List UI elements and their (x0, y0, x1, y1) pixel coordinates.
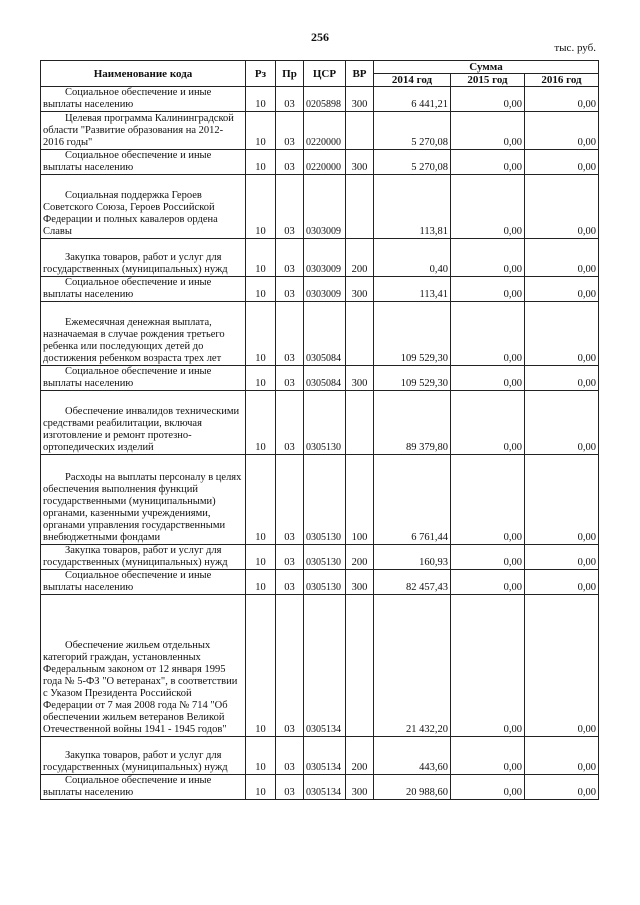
row-name (41, 239, 246, 277)
row-rz: 10 (246, 545, 276, 570)
row-amount-2015: 0,00 (451, 737, 525, 775)
row-amount-2015: 0,00 (451, 87, 525, 112)
page-number: 256 (311, 30, 329, 44)
row-amount-2016: 0,00 (525, 595, 599, 737)
row-name-text: Закупка товаров, работ и услуг для государственных (муниципальных) нужд (43, 750, 228, 773)
row-vr: 300 (346, 150, 374, 175)
row-amount-2015: 0,00 (451, 366, 525, 391)
row-pr: 03 (276, 150, 304, 175)
table-row (41, 239, 599, 277)
table-row (41, 366, 599, 391)
row-name (41, 595, 246, 737)
row-pr: 03 (276, 595, 304, 737)
header-name: Наименование кода (41, 61, 246, 87)
row-rz: 10 (246, 595, 276, 737)
row-amount-2016: 0,00 (525, 277, 599, 302)
row-csr: 0305134 (304, 775, 346, 800)
row-name-text: Закупка товаров, работ и услуг для государственных (муниципальных) нужд (43, 545, 228, 568)
table-row (41, 87, 599, 112)
row-name (41, 175, 246, 239)
row-amount-2014: 82 457,43 (374, 570, 451, 595)
row-pr: 03 (276, 366, 304, 391)
row-pr: 03 (276, 87, 304, 112)
row-amount-2014: 89 379,80 (374, 391, 451, 455)
row-amount-2015: 0,00 (451, 150, 525, 175)
row-amount-2016: 0,00 (525, 737, 599, 775)
row-amount-2015: 0,00 (451, 391, 525, 455)
row-amount-2014: 160,93 (374, 545, 451, 570)
row-amount-2015: 0,00 (451, 570, 525, 595)
row-amount-2016: 0,00 (525, 112, 599, 150)
row-name-text: Обеспечение инвалидов техническими средствами реабилитации, включая изготовление и ремонт протезно-ортопедических изделий (43, 406, 240, 453)
row-rz: 10 (246, 775, 276, 800)
row-name (41, 150, 246, 175)
row-amount-2014: 21 432,20 (374, 595, 451, 737)
row-pr: 03 (276, 545, 304, 570)
header-2015: 2015 год (451, 74, 525, 87)
table-row (41, 570, 599, 595)
row-csr: 0220000 (304, 150, 346, 175)
row-csr: 0305130 (304, 391, 346, 455)
header-sum: Сумма (374, 61, 599, 74)
row-name-text: Ежемесячная денежная выплата, назначаемая в случае рождения третьего ребенка или последующих детей до достижения ребенком возраста трех лет (43, 317, 225, 364)
row-amount-2014: 109 529,30 (374, 366, 451, 391)
row-name-text: Закупка товаров, работ и услуг для государственных (муниципальных) нужд (43, 252, 228, 275)
row-name (41, 366, 246, 391)
row-vr: 200 (346, 239, 374, 277)
row-amount-2014: 113,41 (374, 277, 451, 302)
row-name-text: Обеспечение жильем отдельных категорий граждан, установленных Федеральным законом от 12 января 1995 года № 5-ФЗ "О ветеранах", в соответствии с Указом Президента Российской Федерации от 7 мая 2008 года № 714 "Об обеспечении жильем ветеранов Великой Отечественной войны 1941 - 1945 годов" (43, 640, 238, 735)
row-name-text: Социальное обеспечение и иные выплаты населению (43, 775, 212, 798)
row-name (41, 570, 246, 595)
row-rz: 10 (246, 277, 276, 302)
table-row (41, 391, 599, 455)
header-2014: 2014 год (374, 74, 451, 87)
row-name (41, 775, 246, 800)
row-pr: 03 (276, 391, 304, 455)
row-pr: 03 (276, 737, 304, 775)
row-csr: 0303009 (304, 277, 346, 302)
header-row (41, 61, 599, 74)
row-amount-2014: 443,60 (374, 737, 451, 775)
row-vr: 200 (346, 545, 374, 570)
row-amount-2015: 0,00 (451, 302, 525, 366)
row-csr: 0305084 (304, 366, 346, 391)
row-amount-2014: 0,40 (374, 239, 451, 277)
row-amount-2015: 0,00 (451, 239, 525, 277)
row-rz: 10 (246, 87, 276, 112)
row-name (41, 87, 246, 112)
row-amount-2016: 0,00 (525, 175, 599, 239)
header-vr: ВР (346, 61, 374, 87)
row-name (41, 277, 246, 302)
row-vr: 300 (346, 277, 374, 302)
row-pr: 03 (276, 175, 304, 239)
table-row (41, 112, 599, 150)
header-pr: Пр (276, 61, 304, 87)
table-row (41, 737, 599, 775)
row-rz: 10 (246, 150, 276, 175)
row-vr: 100 (346, 455, 374, 545)
row-name-text: Социальное обеспечение и иные выплаты населению (43, 366, 212, 389)
table-row (41, 545, 599, 570)
row-rz: 10 (246, 455, 276, 545)
row-csr: 0305134 (304, 595, 346, 737)
header-2016: 2016 год (525, 74, 599, 87)
table-row (41, 302, 599, 366)
row-name (41, 112, 246, 150)
row-name (41, 391, 246, 455)
table-row (41, 277, 599, 302)
row-vr: 300 (346, 366, 374, 391)
row-vr (346, 391, 374, 455)
row-rz: 10 (246, 175, 276, 239)
row-amount-2014: 113,81 (374, 175, 451, 239)
row-vr: 200 (346, 737, 374, 775)
row-vr (346, 595, 374, 737)
row-rz: 10 (246, 737, 276, 775)
table-row (41, 775, 599, 800)
row-csr: 0305084 (304, 302, 346, 366)
row-amount-2016: 0,00 (525, 545, 599, 570)
row-vr (346, 175, 374, 239)
row-amount-2016: 0,00 (525, 570, 599, 595)
row-vr (346, 112, 374, 150)
row-amount-2015: 0,00 (451, 175, 525, 239)
header-rz: Рз (246, 61, 276, 87)
row-csr: 0205898 (304, 87, 346, 112)
row-rz: 10 (246, 112, 276, 150)
row-amount-2015: 0,00 (451, 775, 525, 800)
row-name-text: Социальное обеспечение и иные выплаты населению (43, 570, 212, 593)
row-amount-2015: 0,00 (451, 545, 525, 570)
row-csr: 0303009 (304, 175, 346, 239)
table-row (41, 455, 599, 545)
row-pr: 03 (276, 570, 304, 595)
row-rz: 10 (246, 570, 276, 595)
row-vr: 300 (346, 570, 374, 595)
row-name (41, 455, 246, 545)
row-rz: 10 (246, 391, 276, 455)
units-label: тыс. руб. (554, 42, 596, 54)
row-name (41, 302, 246, 366)
table-row (41, 595, 599, 737)
row-vr: 300 (346, 775, 374, 800)
row-pr: 03 (276, 302, 304, 366)
row-amount-2015: 0,00 (451, 595, 525, 737)
row-csr: 0305130 (304, 455, 346, 545)
header-csr: ЦСР (304, 61, 346, 87)
row-csr: 0303009 (304, 239, 346, 277)
table-row (41, 150, 599, 175)
budget-table (40, 60, 599, 800)
row-amount-2016: 0,00 (525, 87, 599, 112)
row-pr: 03 (276, 277, 304, 302)
row-csr: 0305134 (304, 737, 346, 775)
row-amount-2016: 0,00 (525, 391, 599, 455)
row-amount-2016: 0,00 (525, 150, 599, 175)
row-name (41, 545, 246, 570)
row-amount-2014: 109 529,30 (374, 302, 451, 366)
row-amount-2014: 6 441,21 (374, 87, 451, 112)
row-amount-2016: 0,00 (525, 775, 599, 800)
row-name-text: Социальное обеспечение и иные выплаты населению (43, 87, 212, 110)
row-pr: 03 (276, 239, 304, 277)
row-amount-2016: 0,00 (525, 455, 599, 545)
row-pr: 03 (276, 455, 304, 545)
row-amount-2016: 0,00 (525, 366, 599, 391)
row-rz: 10 (246, 239, 276, 277)
row-name-text: Социальное обеспечение и иные выплаты населению (43, 150, 212, 173)
row-name (41, 737, 246, 775)
row-pr: 03 (276, 112, 304, 150)
row-amount-2015: 0,00 (451, 277, 525, 302)
row-pr: 03 (276, 775, 304, 800)
row-vr: 300 (346, 87, 374, 112)
row-amount-2015: 0,00 (451, 112, 525, 150)
row-vr (346, 302, 374, 366)
row-name-text: Социальное обеспечение и иные выплаты населению (43, 277, 212, 300)
row-amount-2014: 5 270,08 (374, 112, 451, 150)
row-name-text: Расходы на выплаты персоналу в целях обеспечения выполнения функций государственными (муниципальными) органами, казенными учреждениями, органами управления государственными внебюджетными фондами (43, 472, 242, 543)
row-name-text: Социальная поддержка Героев Советского Союза, Героев Российской Федерации и полных кавалеров ордена Славы (43, 190, 218, 237)
row-csr: 0305130 (304, 570, 346, 595)
row-amount-2016: 0,00 (525, 302, 599, 366)
row-rz: 10 (246, 302, 276, 366)
row-csr: 0305130 (304, 545, 346, 570)
row-name-text: Целевая программа Калининградской области "Развитие образования на 2012-2016 годы" (43, 113, 234, 148)
row-amount-2014: 5 270,08 (374, 150, 451, 175)
row-amount-2014: 6 761,44 (374, 455, 451, 545)
table-row (41, 175, 599, 239)
row-rz: 10 (246, 366, 276, 391)
row-csr: 0220000 (304, 112, 346, 150)
row-amount-2015: 0,00 (451, 455, 525, 545)
row-amount-2016: 0,00 (525, 239, 599, 277)
row-amount-2014: 20 988,60 (374, 775, 451, 800)
